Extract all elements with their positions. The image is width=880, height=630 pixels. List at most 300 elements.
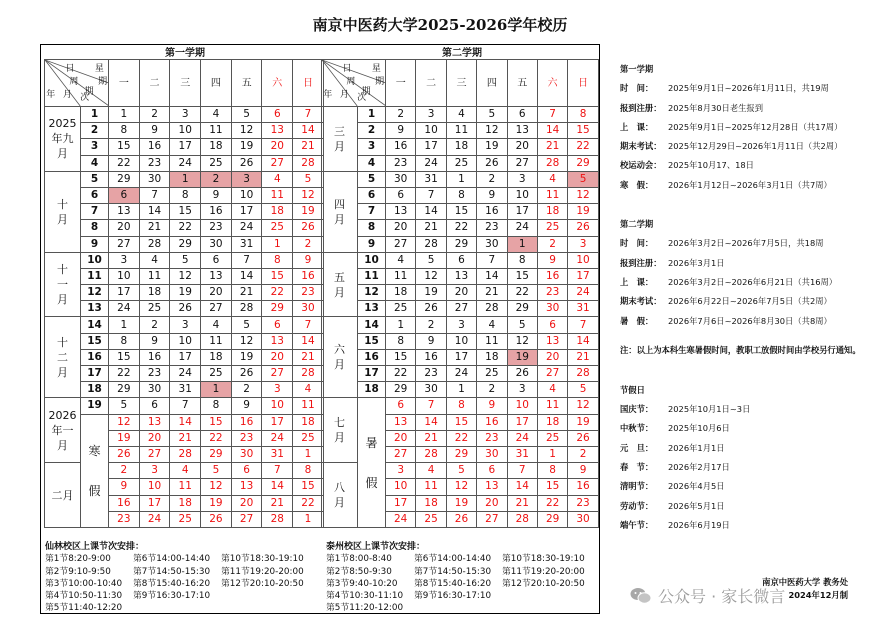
day-cell: 1 xyxy=(262,236,293,252)
corner-label-yue: 月 xyxy=(62,90,72,100)
corner-label-xing: 星 xyxy=(371,64,381,74)
day-cell: 6 xyxy=(231,463,262,479)
holiday-cell: 1 xyxy=(201,382,232,398)
day-cell: 21 xyxy=(477,285,507,301)
day-cell: 17 xyxy=(231,204,262,220)
day-cell: 7 xyxy=(416,187,446,203)
holidays-title: 节假日 xyxy=(620,384,645,395)
day-cell: 26 xyxy=(231,155,262,171)
week-row xyxy=(322,171,599,187)
day-cell: 19 xyxy=(568,204,598,220)
day-cell: 19 xyxy=(477,139,507,155)
day-cell: 26 xyxy=(231,366,262,382)
corner-label-zhou: 周 xyxy=(346,77,356,87)
day-cell: 28 xyxy=(231,301,262,317)
day-cell: 24 xyxy=(507,430,537,446)
week-row xyxy=(322,139,599,155)
day-cell: 5 xyxy=(416,252,446,268)
day-cell: 12 xyxy=(201,479,232,495)
day-cell: 11 xyxy=(170,479,201,495)
day-cell: 24 xyxy=(446,366,476,382)
day-cell: 15 xyxy=(507,268,537,284)
vacation-note: 注：以上为本科生寒暑假时间，教职工放假时间由学校另行通知。 xyxy=(620,344,861,355)
day-cell: 9 xyxy=(568,463,598,479)
weekday-header: 四 xyxy=(201,60,232,107)
info-label: 期末考试： xyxy=(620,141,662,152)
day-cell: 30 xyxy=(416,382,446,398)
page-title: 南京中医药大学2025-2026学年校历 xyxy=(312,16,568,34)
day-cell: 9 xyxy=(537,252,567,268)
week-row xyxy=(45,107,324,123)
holiday-cell: 19 xyxy=(507,349,537,365)
day-cell: 2 xyxy=(416,317,446,333)
day-cell: 10 xyxy=(170,123,201,139)
day-cell: 7 xyxy=(293,317,324,333)
day-cell: 4 xyxy=(139,252,170,268)
day-cell: 14 xyxy=(416,414,446,430)
day-cell: 16 xyxy=(231,414,262,430)
day-cell: 17 xyxy=(446,349,476,365)
day-cell: 22 xyxy=(446,220,476,236)
day-cell: 7 xyxy=(139,187,170,203)
info-row xyxy=(620,254,870,273)
day-cell: 3 xyxy=(170,317,201,333)
day-cell: 15 xyxy=(109,349,140,365)
day-cell: 6 xyxy=(446,252,476,268)
day-cell: 22 xyxy=(293,495,324,511)
day-cell: 13 xyxy=(537,333,567,349)
day-cell: 9 xyxy=(109,479,140,495)
day-cell: 28 xyxy=(139,236,170,252)
day-cell: 8 xyxy=(386,333,416,349)
day-cell: 24 xyxy=(231,220,262,236)
week-number: 8 xyxy=(358,220,386,236)
period-time: 第12节20:10-20:50 xyxy=(221,578,304,589)
day-cell: 13 xyxy=(386,204,416,220)
period-time: 第8节15:40-16:20 xyxy=(414,578,492,589)
period-time xyxy=(414,602,502,614)
month-label: 2026 年一 月 xyxy=(45,398,81,463)
day-cell: 23 xyxy=(537,285,567,301)
day-cell: 18 xyxy=(477,349,507,365)
day-cell: 15 xyxy=(262,268,293,284)
day-cell: 25 xyxy=(537,220,567,236)
info-row xyxy=(620,79,870,98)
corner-label-qi: 期 xyxy=(375,77,385,87)
day-cell: 21 xyxy=(293,139,324,155)
day-cell: 4 xyxy=(170,463,201,479)
corner-label-qi: 期 xyxy=(84,87,94,97)
day-cell: 10 xyxy=(446,333,476,349)
week-row xyxy=(45,366,324,382)
schedule-taizhou-title: 泰州校区上课节次安排： xyxy=(326,542,426,552)
day-cell: 16 xyxy=(139,139,170,155)
day-cell: 31 xyxy=(231,236,262,252)
info-value: 2026年3月2日~2026年6月21日（共16周） xyxy=(668,276,838,287)
day-cell: 12 xyxy=(477,123,507,139)
week-number: 7 xyxy=(81,204,109,220)
day-cell: 26 xyxy=(477,155,507,171)
weekday-header: 三 xyxy=(446,60,476,107)
day-cell: 11 xyxy=(386,268,416,284)
day-cell: 19 xyxy=(293,204,324,220)
day-cell: 22 xyxy=(262,285,293,301)
day-cell: 23 xyxy=(477,430,507,446)
day-cell: 27 xyxy=(262,155,293,171)
info-row xyxy=(620,458,870,477)
day-cell: 4 xyxy=(477,317,507,333)
day-cell: 20 xyxy=(386,430,416,446)
day-cell: 9 xyxy=(139,123,170,139)
period-time: 第2节9:10-9:50 xyxy=(45,566,111,577)
day-cell: 15 xyxy=(446,204,476,220)
week-number: 6 xyxy=(81,187,109,203)
week-row xyxy=(322,382,599,398)
day-cell: 26 xyxy=(568,220,598,236)
day-cell: 10 xyxy=(170,333,201,349)
day-cell: 27 xyxy=(201,301,232,317)
day-cell: 29 xyxy=(537,511,567,527)
day-cell: 12 xyxy=(568,187,598,203)
weekday-header: 日 xyxy=(293,60,324,107)
day-cell: 30 xyxy=(477,446,507,462)
week-row xyxy=(45,252,324,268)
week-number: 14 xyxy=(81,317,109,333)
day-cell: 12 xyxy=(231,333,262,349)
day-cell: 28 xyxy=(416,236,446,252)
period-time xyxy=(221,602,313,614)
weekday-header: 一 xyxy=(386,60,416,107)
info-label: 清明节： xyxy=(620,481,654,492)
corner-label-zhou: 周 xyxy=(69,77,79,87)
day-cell: 8 xyxy=(109,123,140,139)
info-label: 劳动节： xyxy=(620,500,654,511)
day-cell: 3 xyxy=(507,171,537,187)
info-row xyxy=(620,118,870,137)
month-label: 七 月 xyxy=(322,398,358,463)
week-row xyxy=(45,187,324,203)
holiday-cell: 3 xyxy=(231,171,262,187)
period-time xyxy=(221,590,313,602)
day-cell: 20 xyxy=(262,139,293,155)
day-cell: 8 xyxy=(537,463,567,479)
day-cell: 18 xyxy=(537,414,567,430)
month-label: 八 月 xyxy=(322,463,358,528)
day-cell: 21 xyxy=(139,220,170,236)
day-cell: 9 xyxy=(416,333,446,349)
week-row xyxy=(45,268,324,284)
day-cell: 10 xyxy=(507,398,537,414)
day-cell: 2 xyxy=(293,236,324,252)
day-cell: 17 xyxy=(170,139,201,155)
day-cell: 24 xyxy=(386,511,416,527)
day-cell: 19 xyxy=(170,285,201,301)
day-cell: 6 xyxy=(386,187,416,203)
corner-label-ci: 次 xyxy=(80,93,90,103)
day-cell: 14 xyxy=(293,123,324,139)
day-cell: 26 xyxy=(109,446,140,462)
day-cell: 7 xyxy=(170,398,201,414)
period-time: 第2节8:50-9:30 xyxy=(326,566,392,577)
day-cell: 5 xyxy=(568,382,598,398)
day-cell: 13 xyxy=(446,268,476,284)
day-cell: 12 xyxy=(507,333,537,349)
day-cell: 3 xyxy=(170,107,201,123)
day-cell: 17 xyxy=(170,349,201,365)
day-cell: 20 xyxy=(231,495,262,511)
day-cell: 6 xyxy=(477,463,507,479)
day-cell: 25 xyxy=(537,430,567,446)
day-cell: 24 xyxy=(262,430,293,446)
day-cell: 18 xyxy=(386,285,416,301)
week-number: 13 xyxy=(81,301,109,317)
week-number: 1 xyxy=(81,107,109,123)
day-cell: 6 xyxy=(262,317,293,333)
week-row xyxy=(45,123,324,139)
day-cell: 25 xyxy=(201,366,232,382)
info-row xyxy=(620,176,870,195)
day-cell: 1 xyxy=(109,317,140,333)
day-cell: 21 xyxy=(293,349,324,365)
day-cell: 20 xyxy=(262,349,293,365)
day-cell: 26 xyxy=(446,511,476,527)
week-row xyxy=(45,236,324,252)
day-cell: 1 xyxy=(109,107,140,123)
day-cell: 19 xyxy=(109,430,140,446)
day-cell: 31 xyxy=(507,446,537,462)
period-time: 第7节14:50-15:30 xyxy=(414,566,492,577)
week-row xyxy=(322,187,599,203)
day-cell: 27 xyxy=(477,511,507,527)
day-cell: 23 xyxy=(139,155,170,171)
period-time: 第11节19:20-20:00 xyxy=(221,566,304,577)
day-cell: 28 xyxy=(262,511,293,527)
day-cell: 12 xyxy=(293,187,324,203)
day-cell: 18 xyxy=(446,139,476,155)
week-number: 3 xyxy=(81,139,109,155)
day-cell: 23 xyxy=(416,366,446,382)
info-label: 期末考试： xyxy=(620,296,662,307)
day-cell: 25 xyxy=(416,511,446,527)
info-label: 国庆节： xyxy=(620,404,654,415)
day-cell: 17 xyxy=(507,414,537,430)
day-cell: 11 xyxy=(262,187,293,203)
day-cell: 25 xyxy=(201,155,232,171)
holiday-cell: 2 xyxy=(201,171,232,187)
day-cell: 8 xyxy=(293,463,324,479)
day-cell: 2 xyxy=(568,446,598,462)
info-label: 报到注册： xyxy=(620,102,662,113)
month-label: 三 月 xyxy=(322,107,358,172)
day-cell: 16 xyxy=(386,139,416,155)
day-cell: 19 xyxy=(231,139,262,155)
day-cell: 24 xyxy=(568,285,598,301)
day-cell: 18 xyxy=(201,139,232,155)
day-cell: 6 xyxy=(139,398,170,414)
day-cell: 4 xyxy=(537,171,567,187)
day-cell: 10 xyxy=(109,268,140,284)
day-cell: 22 xyxy=(109,155,140,171)
day-cell: 22 xyxy=(446,430,476,446)
day-cell: 23 xyxy=(477,220,507,236)
week-number: 16 xyxy=(81,349,109,365)
header-row xyxy=(322,60,599,107)
day-cell: 10 xyxy=(568,252,598,268)
day-cell: 8 xyxy=(262,252,293,268)
holiday-cell: 5 xyxy=(568,171,598,187)
info-value: 2025年10月17、18日 xyxy=(668,160,754,171)
day-cell: 20 xyxy=(201,285,232,301)
period-time xyxy=(133,602,221,614)
corner-label-qi: 期 xyxy=(98,77,108,87)
info-row xyxy=(620,400,870,419)
week-number: 10 xyxy=(81,252,109,268)
weekday-header: 四 xyxy=(477,60,507,107)
day-cell: 2 xyxy=(139,107,170,123)
day-cell: 14 xyxy=(477,268,507,284)
day-cell: 1 xyxy=(537,446,567,462)
week-row xyxy=(322,268,599,284)
day-cell: 27 xyxy=(386,236,416,252)
day-cell: 14 xyxy=(537,123,567,139)
day-cell: 28 xyxy=(293,366,324,382)
day-cell: 14 xyxy=(170,414,201,430)
day-cell: 27 xyxy=(139,446,170,462)
day-cell: 30 xyxy=(537,301,567,317)
day-cell: 17 xyxy=(109,285,140,301)
day-cell: 8 xyxy=(446,398,476,414)
info-value: 2026年5月1日 xyxy=(668,500,725,511)
day-cell: 23 xyxy=(568,495,598,511)
day-cell: 6 xyxy=(262,107,293,123)
header-corner xyxy=(45,60,109,107)
day-cell: 22 xyxy=(170,220,201,236)
day-cell: 5 xyxy=(231,107,262,123)
day-cell: 5 xyxy=(231,317,262,333)
day-cell: 4 xyxy=(293,382,324,398)
day-cell: 16 xyxy=(568,479,598,495)
day-cell: 28 xyxy=(293,155,324,171)
week-row xyxy=(45,349,324,365)
day-cell: 17 xyxy=(568,268,598,284)
week-row xyxy=(322,333,599,349)
day-cell: 19 xyxy=(201,495,232,511)
info-label: 报到注册： xyxy=(620,257,662,268)
period-time: 第6节14:00-14:40 xyxy=(133,554,211,565)
info-value: 2026年6月22日~2026年7月5日（共2周） xyxy=(668,296,832,307)
day-cell: 25 xyxy=(446,155,476,171)
day-cell: 18 xyxy=(293,414,324,430)
day-cell: 5 xyxy=(477,107,507,123)
corner-label-ci: 次 xyxy=(357,93,367,103)
day-cell: 15 xyxy=(293,479,324,495)
day-cell: 30 xyxy=(139,382,170,398)
day-cell: 21 xyxy=(170,430,201,446)
week-row xyxy=(322,285,599,301)
day-cell: 24 xyxy=(170,155,201,171)
day-cell: 29 xyxy=(109,171,140,187)
weekday-header: 三 xyxy=(170,60,201,107)
day-cell: 31 xyxy=(416,171,446,187)
day-cell: 29 xyxy=(446,446,476,462)
day-cell: 7 xyxy=(537,107,567,123)
day-cell: 18 xyxy=(262,204,293,220)
week-number: 4 xyxy=(81,155,109,171)
info-value: 2026年4月5日 xyxy=(668,481,725,492)
corner-label-xing: 星 xyxy=(94,64,104,74)
day-cell: 25 xyxy=(293,430,324,446)
day-cell: 10 xyxy=(262,398,293,414)
period-time: 第5节11:40-12:20 xyxy=(45,603,123,614)
info-label: 时 间： xyxy=(620,238,654,249)
info-row xyxy=(620,99,870,118)
week-number: 2 xyxy=(358,123,386,139)
day-cell: 6 xyxy=(537,317,567,333)
day-cell: 14 xyxy=(262,479,293,495)
day-cell: 29 xyxy=(568,155,598,171)
week-number: 18 xyxy=(358,382,386,398)
term1-calendar xyxy=(44,59,324,528)
day-cell: 21 xyxy=(231,285,262,301)
term1-title: 第一学期 xyxy=(165,48,205,59)
week-row xyxy=(45,155,324,171)
day-cell: 15 xyxy=(568,123,598,139)
info-row xyxy=(620,439,870,458)
period-time: 第8节15:40-16:20 xyxy=(133,578,211,589)
day-cell: 11 xyxy=(139,268,170,284)
footer xyxy=(722,576,848,602)
week-number: 2 xyxy=(81,123,109,139)
day-cell: 7 xyxy=(262,463,293,479)
day-cell: 22 xyxy=(507,285,537,301)
period-time: 第12节20:10-20:50 xyxy=(502,578,585,589)
day-cell: 14 xyxy=(293,333,324,349)
day-cell: 23 xyxy=(201,220,232,236)
day-cell: 21 xyxy=(416,220,446,236)
day-cell: 16 xyxy=(416,349,446,365)
day-cell: 1 xyxy=(446,382,476,398)
day-cell: 26 xyxy=(416,301,446,317)
day-cell: 24 xyxy=(507,220,537,236)
day-cell: 12 xyxy=(446,479,476,495)
day-cell: 26 xyxy=(293,220,324,236)
day-cell: 24 xyxy=(170,366,201,382)
day-cell: 23 xyxy=(139,366,170,382)
day-cell: 2 xyxy=(477,171,507,187)
week-number: 15 xyxy=(81,333,109,349)
day-cell: 16 xyxy=(293,268,324,284)
info-label: 春 节： xyxy=(620,462,654,473)
day-cell: 8 xyxy=(109,333,140,349)
day-cell: 8 xyxy=(201,398,232,414)
info-label: 时 间： xyxy=(620,83,654,94)
day-cell: 14 xyxy=(416,204,446,220)
corner-label-ri: 日 xyxy=(65,64,75,74)
info-row xyxy=(620,156,870,175)
day-cell: 7 xyxy=(477,252,507,268)
day-cell: 2 xyxy=(477,382,507,398)
week-row xyxy=(322,204,599,220)
day-cell: 7 xyxy=(231,252,262,268)
week-number: 11 xyxy=(358,268,386,284)
info-value: 2026年7月6日~2026年8月30日（共8周） xyxy=(668,315,832,326)
week-number: 5 xyxy=(358,171,386,187)
day-cell: 24 xyxy=(139,511,170,527)
day-cell: 8 xyxy=(446,187,476,203)
corner-label-qi: 期 xyxy=(361,87,371,97)
week-row xyxy=(322,220,599,236)
day-cell: 13 xyxy=(262,333,293,349)
